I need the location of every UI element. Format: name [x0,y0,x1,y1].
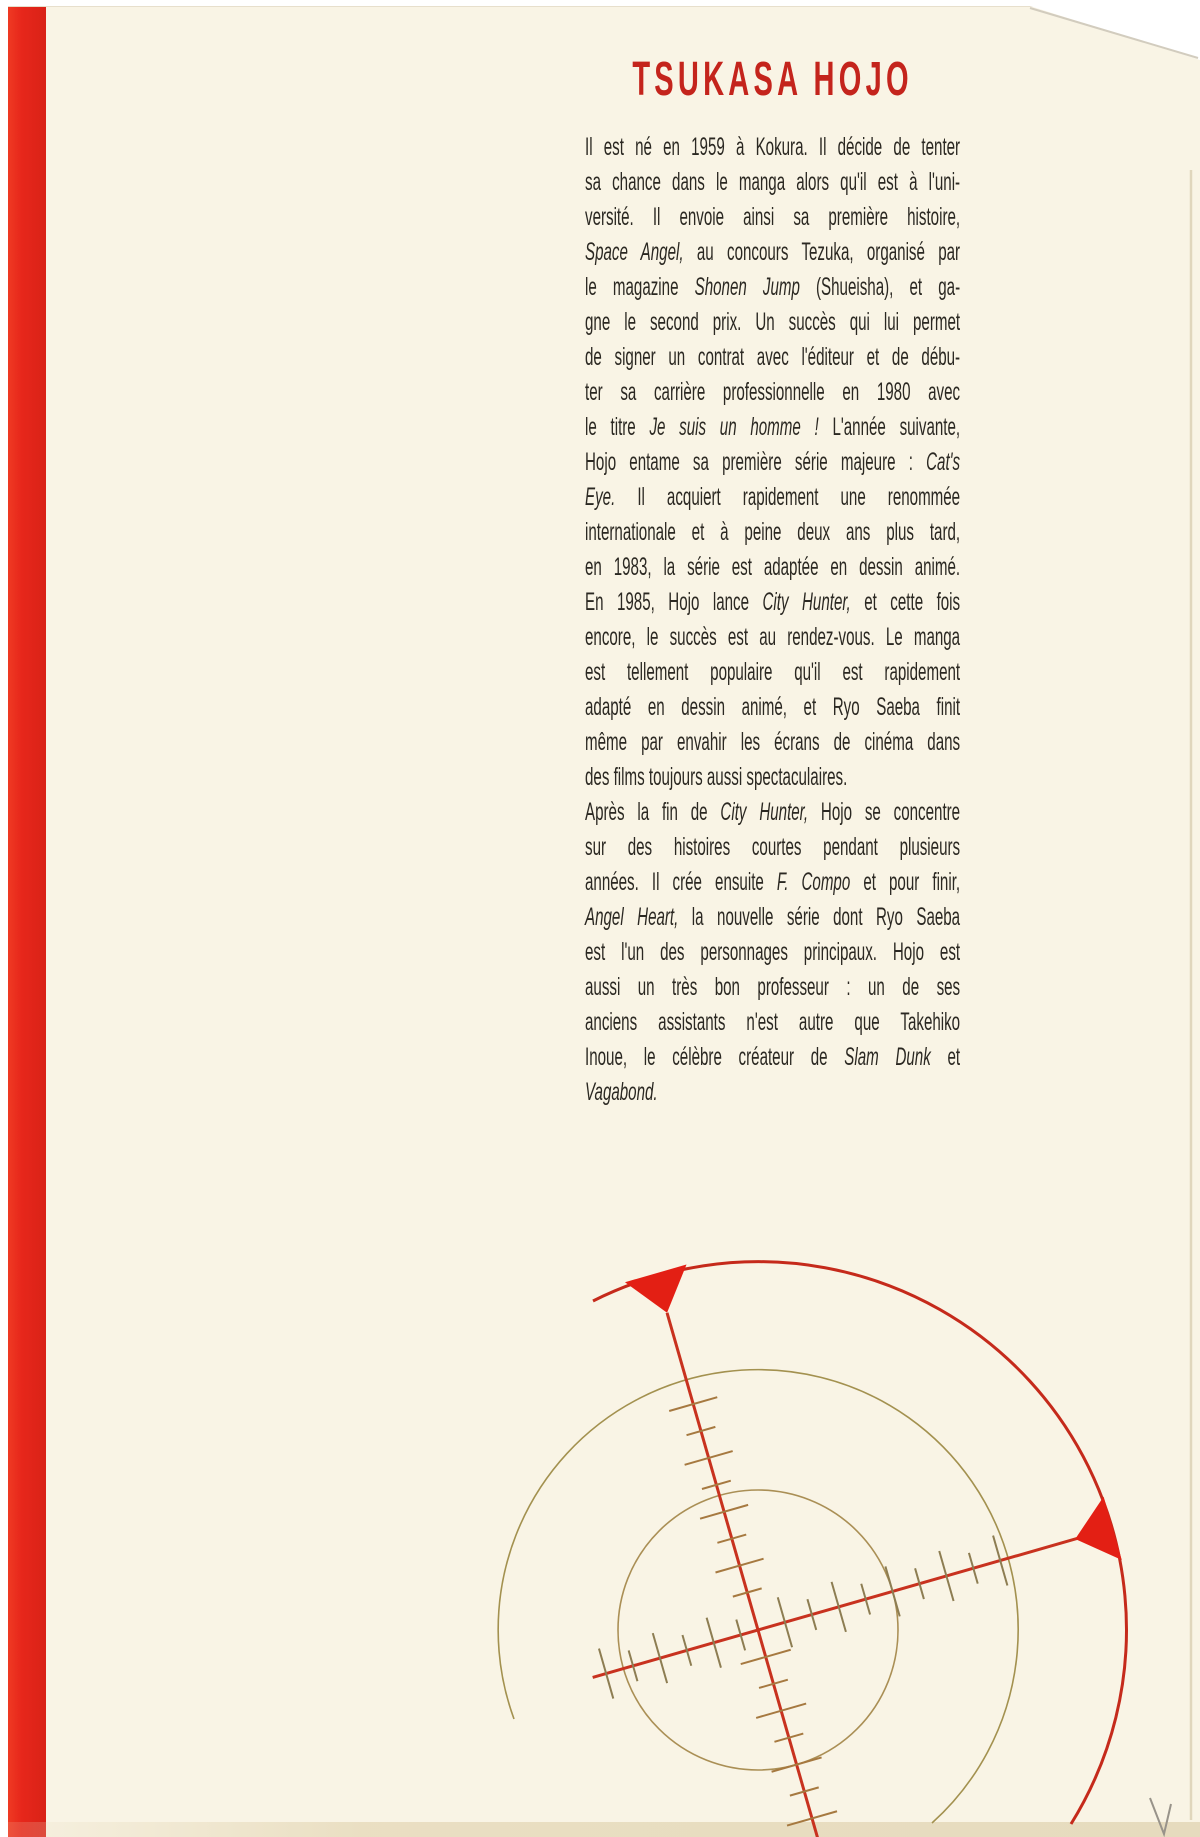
bio-line: de signer un contrat avec l'éditeur et de débu- [585,343,961,371]
bio-line: Angel Heart, la nouvelle série dont Ryo Saeba [585,903,961,931]
bio-line: adapté en dessin animé, et Ryo Saeba finit [585,693,961,721]
bio-line: Space Angel, au concours Tezuka, organisé par [585,238,961,266]
bio-line: ter sa carrière professionnelle en 1980 avec [585,378,961,406]
bio-line: sa chance dans le manga alors qu'il est à l'uni- [585,168,961,196]
bio-line: des films toujours aussi spectaculaires. [585,763,848,791]
spine-stripe [8,7,46,1837]
bio-line: versité. Il envoie ainsi sa première histoire, [585,203,961,231]
bio-line: le magazine Shonen Jump (Shueisha), et ga- [585,273,961,301]
bio-line: Il est né en 1959 à Kokura. Il décide de tenter [585,133,961,161]
bio-line: anciens assistants n'est autre que Takehiko [585,1008,961,1036]
bio-line: gne le second prix. Un succès qui lui permet [585,308,961,336]
bio-line: encore, le succès est au rendez-vous. Le manga [585,623,961,651]
bio-line: le titre Je suis un homme ! L'année suivante, [585,413,961,441]
bio-text [585,130,960,1110]
page-bottom-edge [8,1822,1200,1837]
bio-line: même par envahir les écrans de cinéma dans [585,728,961,756]
bio-line: est tellement populaire qu'il est rapidement [585,658,961,686]
bio-line: Hojo entame sa première série majeure : Cat's [585,448,961,476]
page-title: TSUKASA HOJO [632,53,913,106]
bio-line: années. Il crée ensuite F. Compo et pour finir, [585,868,961,896]
bio-line: Inoue, le célèbre créateur de Slam Dunk et [585,1043,961,1071]
bio-line: en 1983, la série est adaptée en dessin animé. [585,553,961,581]
bio-line: internationale et à peine deux ans plus tard, [585,518,961,546]
bio-line: sur des histoires courtes pendant plusieurs [585,833,961,861]
bio-line: est l'un des personnages principaux. Hojo est [585,938,961,966]
bio-line: Vagabond. [585,1078,658,1106]
bio-line: Eye. Il acquiert rapidement une renommée [585,483,961,511]
bio-line: aussi un très bon professeur : un de ses [585,973,961,1001]
bio-line: En 1985, Hojo lance City Hunter, et cette fois [585,588,961,616]
bio-line: Après la fin de City Hunter, Hojo se concentre [585,798,961,826]
